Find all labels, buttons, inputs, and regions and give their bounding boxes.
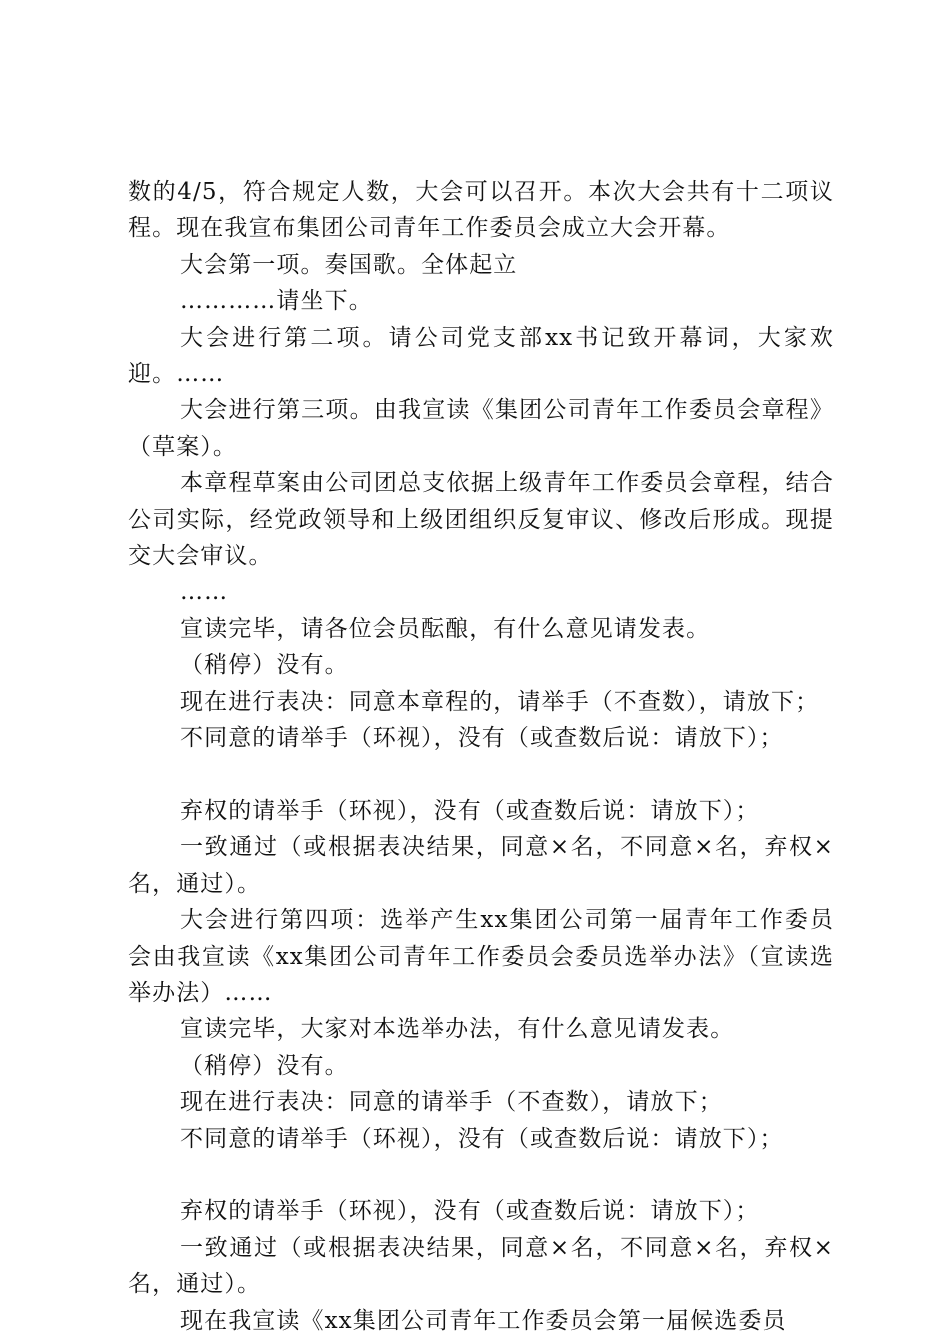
blank-line [128,1157,834,1193]
document-body [128,174,834,1339]
blank-line [128,757,834,793]
paragraph: 不同意的请举手（环视），没有（或查数后说：请放下）； [180,1125,784,1152]
paragraph: 现在我宣读《xx集团公司青年工作委员会第一届候选委员 [180,1307,787,1334]
paragraph: …… [180,579,229,606]
paragraph: 宣读完毕，请各位会员酝酿，有什么意见请发表。 [180,615,711,642]
paragraph: 一致通过（或根据表决结果，同意×名，不同意×名，弃权×名，通过）。 [128,1234,834,1298]
paragraph: 本章程草案由公司团总支依据上级青年工作委员会章程，结合公司实际，经党政领导和上级团组织反复审议、修改后形成。现提交大会审议。 [128,470,834,570]
paragraph: 宣读完毕，大家对本选举办法，有什么意见请发表。 [180,1016,735,1043]
paragraph: （稍停）没有。 [180,1052,349,1079]
paragraph: （稍停）没有。 [180,652,349,679]
paragraph: 大会进行第四项：选举产生xx集团公司第一届青年工作委员会由我宣读《xx集团公司青年工作委员会委员选举办法》（宣读选举办法）…… [128,907,834,1006]
paragraph: 大会第一项。奏国歌。全体起立 [180,251,518,278]
paragraph: 大会进行第三项。由我宣读《集团公司青年工作委员会章程》（草案）。 [128,397,834,460]
paragraph: 弃权的请举手（环视），没有（或查数后说：请放下）； [180,797,760,824]
paragraph: 弃权的请举手（环视），没有（或查数后说：请放下）； [180,1198,760,1225]
paragraph: 大会进行第二项。请公司党支部xx书记致开幕词，大家欢迎。…… [128,324,834,388]
paragraph: 不同意的请举手（环视），没有（或查数后说：请放下）； [180,725,784,752]
paragraph: 现在进行表决：同意本章程的，请举手（不查数），请放下； [180,688,820,715]
paragraph: …………请坐下。 [180,288,373,315]
paragraph: 数的4/5，符合规定人数，大会可以召开。本次大会共有十二项议程。现在我宣布集团公司青年工作委员会成立大会开幕。 [128,179,834,242]
paragraph: 现在进行表决：同意的请举手（不查数），请放下； [180,1089,723,1116]
paragraph: 一致通过（或根据表决结果，同意×名，不同意×名，弃权×名，通过）。 [128,834,834,897]
